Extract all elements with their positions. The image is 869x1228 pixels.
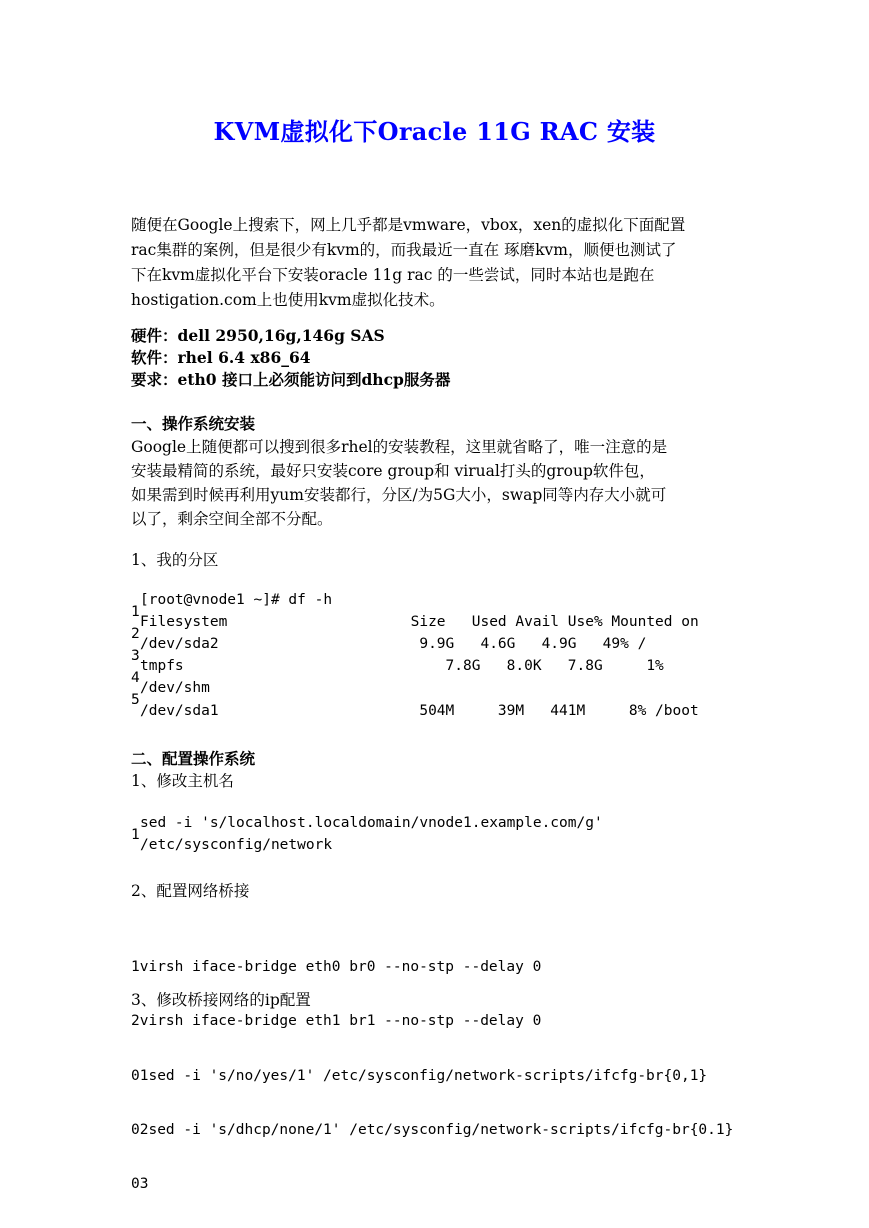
- section2-sub1: 1、修改主机名: [131, 772, 234, 790]
- code-line: tmpfs 7.8G 8.0K 7.8G 1%: [140, 658, 664, 674]
- software-line: 软件：rhel 6.4 x86_64: [131, 348, 311, 367]
- section1-body-line: Google上随便都可以搜到很多rhel的安装教程，这里就省略了，唯一注意的是: [131, 438, 668, 456]
- intro-line: hostigation.com上也使用kvm虚拟化技术。: [131, 291, 445, 309]
- requirement-line: 要求：eth0 接口上必须能访问到dhcp服务器: [131, 370, 451, 389]
- line-number: 1: [131, 827, 140, 843]
- code-line: /dev/sda2 9.9G 4.6G 4.9G 49% /: [140, 636, 647, 652]
- document-title: KVM虚拟化下Oracle 11G RAC 安装: [213, 117, 656, 146]
- code-line: /dev/shm: [140, 680, 210, 696]
- hardware-line: 硬件：dell 2950,16g,146g SAS: [131, 326, 385, 345]
- code-line: sed -i 's/localhost.localdomain/vnode1.example.com/g': [140, 815, 603, 831]
- section2-sub2: 2、配置网络桥接: [131, 882, 250, 900]
- section1-body: [131, 435, 741, 531]
- code-line: 03: [131, 1176, 149, 1192]
- requirements-list: [131, 325, 741, 391]
- intro-paragraph: [131, 213, 741, 313]
- line-number: 1: [131, 604, 140, 620]
- code-line: 1virsh iface-bridge eth0 br0 --no-stp --delay 0: [131, 959, 542, 975]
- intro-line: rac集群的案例，但是很少有kvm的，而我最近一直在 琢磨kvm，顺便也测试了: [131, 241, 677, 259]
- section2-sub3: 3、修改桥接网络的ip配置: [131, 991, 311, 1009]
- intro-line: 随便在Google上搜索下，网上几乎都是vmware，vbox，xen的虚拟化下面配置: [131, 216, 686, 234]
- code-line: /etc/sysconfig/network: [140, 837, 333, 853]
- line-number: 5: [131, 692, 140, 708]
- code-line: /dev/sda1 504M 39M 441M 8% /boot: [140, 703, 699, 719]
- code-line: Filesystem Size Used Avail Use% Mounted on: [140, 614, 699, 630]
- intro-line: 下在kvm虚拟化平台下安装oracle 11g rac 的一些尝试，同时本站也是跑在: [131, 266, 655, 284]
- line-number: 4: [131, 670, 140, 686]
- section1-body-line: 以了，剩余空间全部不分配。: [131, 510, 333, 528]
- section1-sub1: 1、我的分区: [131, 551, 219, 569]
- code-line: [root@vnode1 ~]# df -h: [140, 592, 333, 608]
- code-line: 2virsh iface-bridge eth1 br1 --no-stp --delay 0: [131, 1013, 542, 1029]
- section1-body-line: 安装最精简的系统，最好只安装core group和 virual打头的group软件包，: [131, 462, 655, 480]
- line-number: 3: [131, 648, 140, 664]
- section1-body-line: 如果需到时候再利用yum安装都行，分区/为5G大小，swap同等内存大小就可: [131, 486, 667, 504]
- code-block-ip-config: [131, 1033, 741, 1227]
- code-line: 01sed -i 's/no/yes/1' /etc/sysconfig/network-scripts/ifcfg-br{0,1}: [131, 1068, 708, 1084]
- code-line: 02sed -i 's/dhcp/none/1' /etc/sysconfig/network-scripts/ifcfg-br{0.1}: [131, 1122, 734, 1138]
- line-number: 2: [131, 626, 140, 642]
- section2-heading: 二、配置操作系统: [131, 749, 256, 768]
- section1-heading: 一、操作系统安装: [131, 414, 256, 433]
